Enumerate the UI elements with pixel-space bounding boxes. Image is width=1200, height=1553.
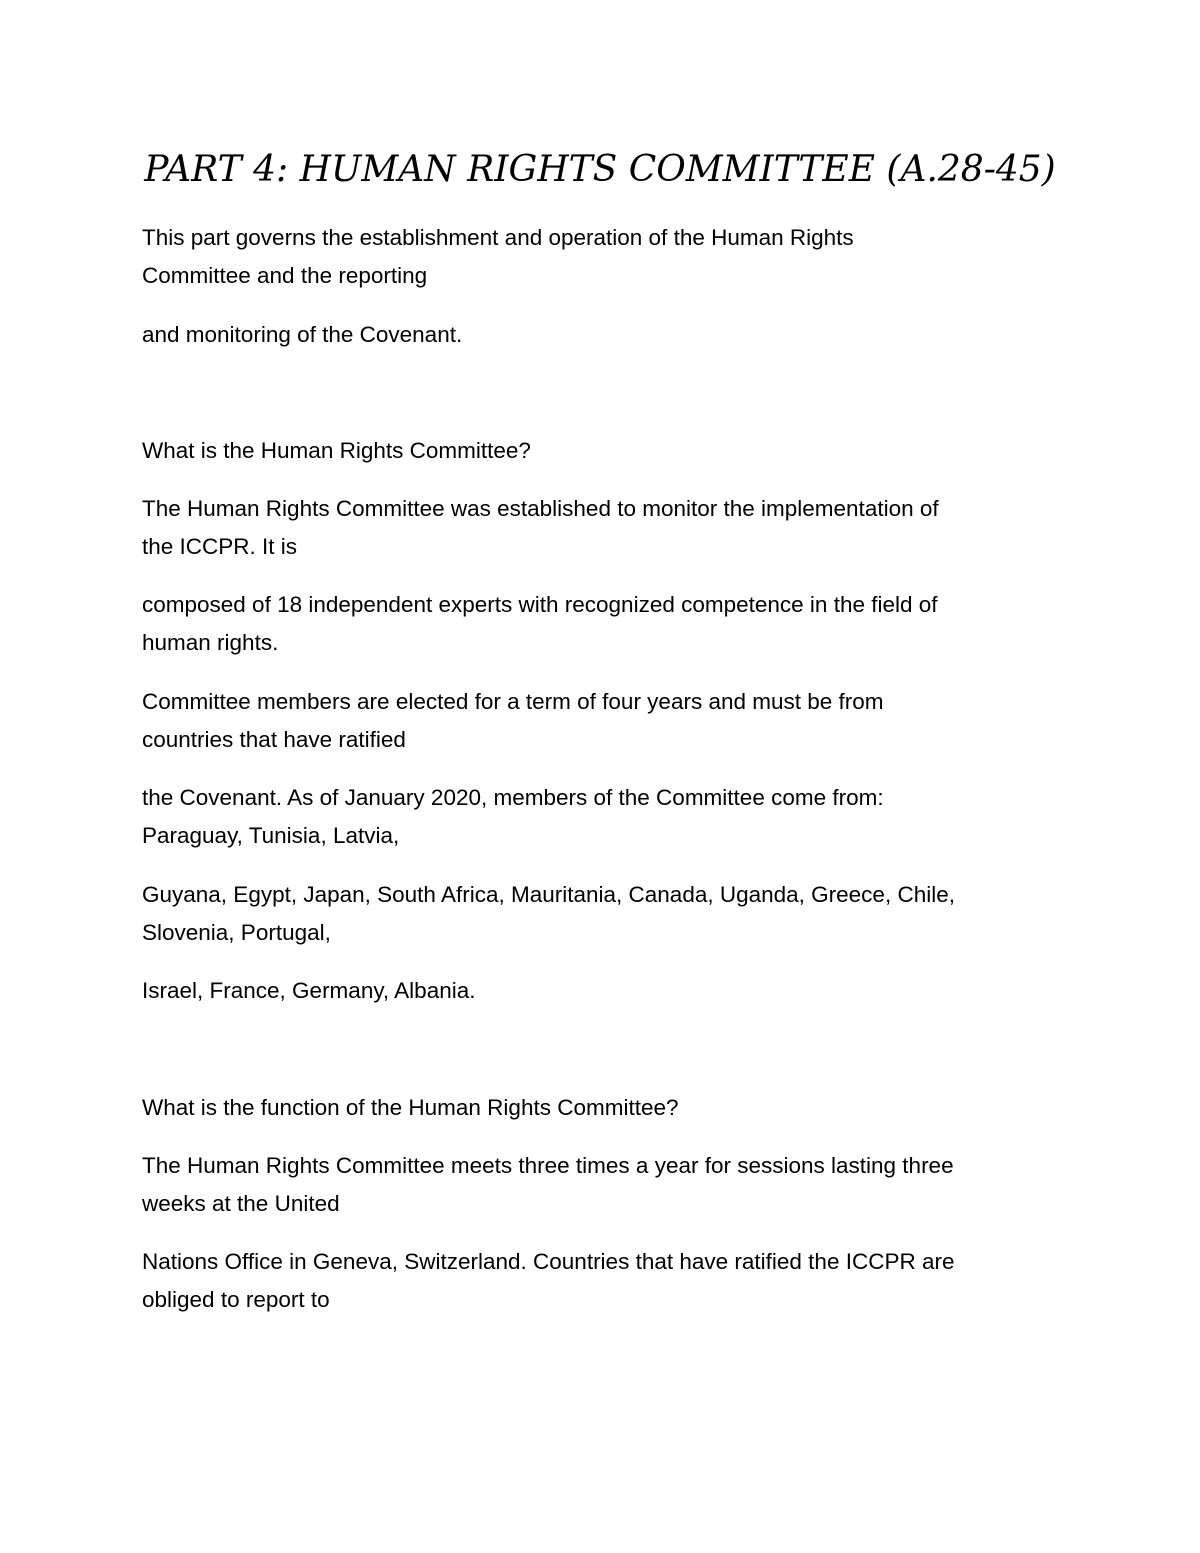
paragraph-meets: The Human Rights Committee meets three times a year for sessions lasting three weeks at the United	[142, 1153, 954, 1216]
paragraph-intro-continued: and monitoring of the Covenant.	[142, 322, 463, 347]
paragraph-composed: composed of 18 independent experts with recognized competence in the field of human rights.	[142, 592, 938, 655]
paragraph-established: The Human Rights Committee was established to monitor the implementation of the ICCPR. It is	[142, 496, 939, 559]
page-title: PART 4: HUMAN RIGHTS COMMITTEE (A.28-45)	[144, 149, 1056, 190]
paragraph-geneva: Nations Office in Geneva, Switzerland. Countries that have ratified the ICCPR are obliged to report to	[142, 1249, 955, 1312]
paragraph-members-elected: Committee members are elected for a term of four years and must be from countries that have ratified	[142, 689, 884, 752]
section-heading-function: What is the function of the Human Rights Committee?	[142, 1095, 679, 1120]
paragraph-intro: This part governs the establishment and operation of the Human Rights Committee and the reporting	[142, 225, 854, 288]
paragraph-countries-list-end: Israel, France, Germany, Albania.	[142, 978, 476, 1003]
paragraph-covenant-members: the Covenant. As of January 2020, members of the Committee come from: Paraguay, Tunisia, Latvia,	[142, 785, 884, 848]
paragraph-countries-list: Guyana, Egypt, Japan, South Africa, Mauritania, Canada, Uganda, Greece, Chile, Slovenia, Portugal,	[142, 882, 955, 945]
section-heading-what-is: What is the Human Rights Committee?	[142, 438, 531, 463]
